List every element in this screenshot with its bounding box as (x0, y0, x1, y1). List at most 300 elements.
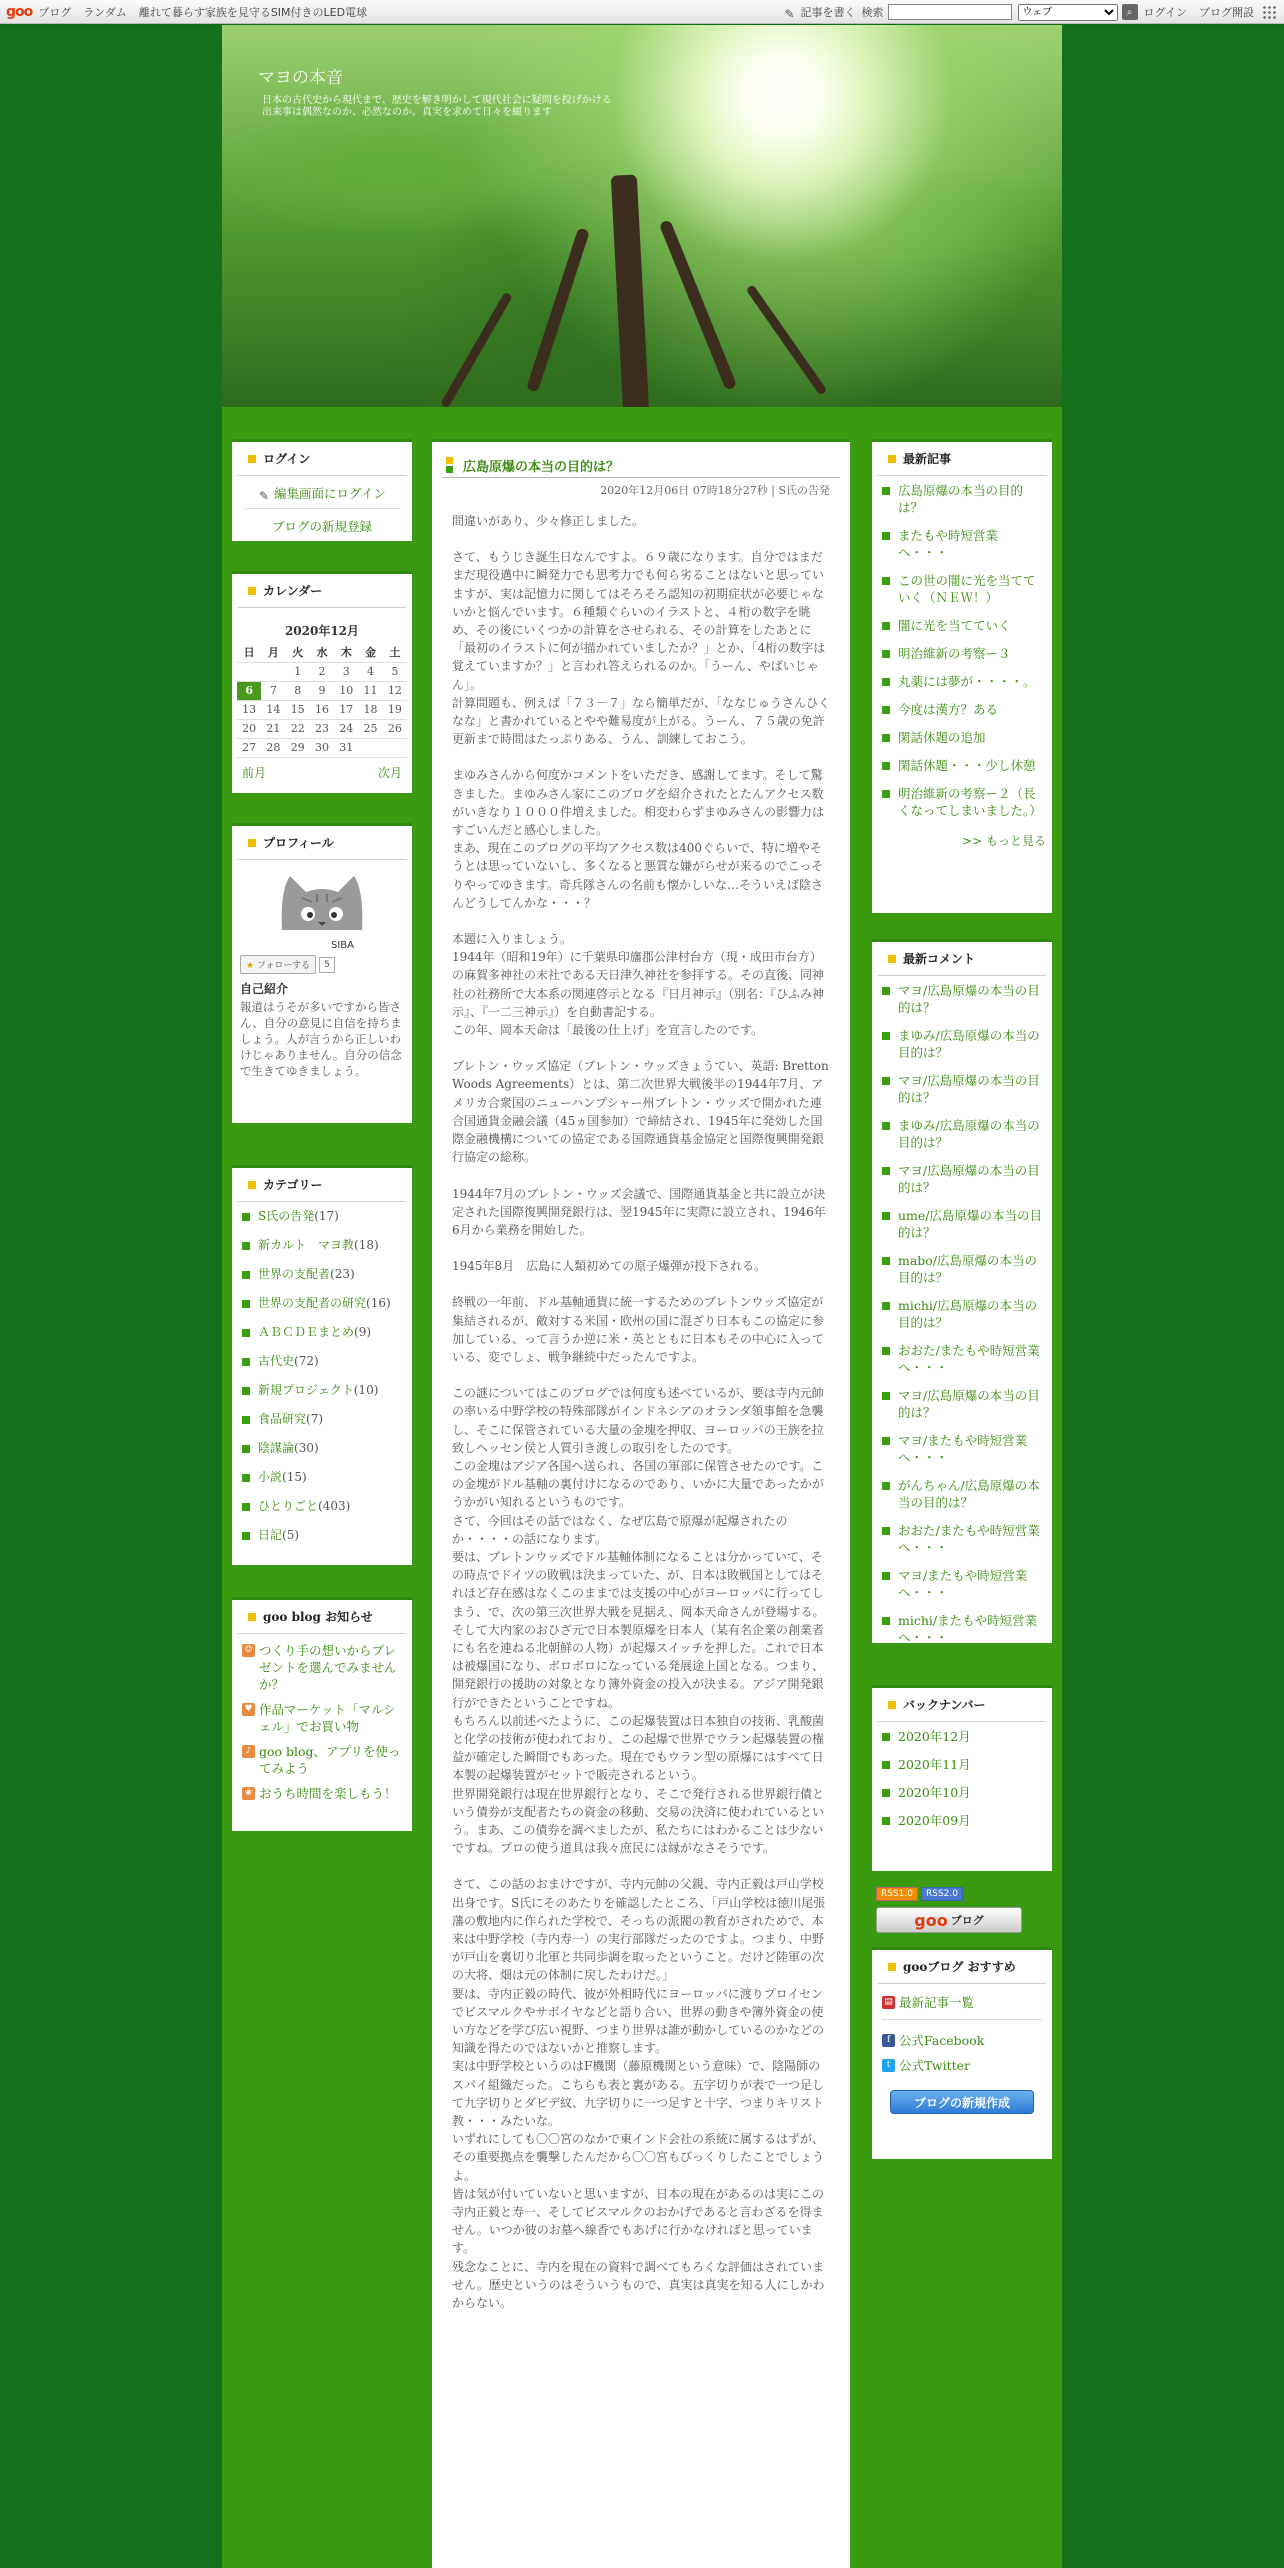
calendar-box-header: カレンダー (238, 574, 406, 608)
category-item[interactable] (242, 1324, 402, 1341)
bullet-square-icon (882, 1437, 890, 1445)
recent-post-item[interactable] (882, 729, 1042, 746)
entry-body (452, 512, 833, 2312)
login-edit-link[interactable]: ✎ 編集画面にログイン (244, 476, 400, 509)
entry-paragraph: さて、もうじき誕生日なんですよ。６９歳になります。自分ではまだまだ現役邁中に瞬発力でも思考力でも何ら劣ることはないと思っていますが、実は記憶力に関してはそろそろ認知の初期症状が必要じゃないかと悩んでいます。６種類ぐらいのイラストと、４桁の数字を眺め、その後にいくつかの計算をさせられる、その計算をしたあとに「最初のイラストに何が描かれていましたか？」とか、「4桁の数字は覚えていますか？」と言われ答えられるのか。「うーん、やばいじゃん」。 計算問題も、例えば「７３－７」なら簡単だが、「ななじゅうさんひくなな」と書かれているとやや難易度が上がる。うーん、７５歳の免許更新まで時間はたっぷりある、うん、訓練しておこう。 (452, 550, 831, 747)
bullet-square-icon (242, 1358, 250, 1366)
top-link-random[interactable]: ランダム (83, 5, 127, 19)
list-item-label: おおた/またもや時短営業へ・・・ (898, 1523, 1040, 1555)
category-count: (30) (294, 1441, 319, 1455)
category-count: (17) (314, 1209, 339, 1223)
recent-comment-item[interactable] (882, 1072, 1042, 1106)
goo-news-list (232, 1634, 412, 1802)
bullet-square-icon (882, 1733, 890, 1741)
category-count: (16) (366, 1296, 391, 1310)
bullet-square-icon (242, 1532, 250, 1540)
category-count: (10) (353, 1383, 379, 1397)
blog-header-image (222, 25, 1062, 407)
list-item-label: michi/またもや時短営業へ・・・ (898, 1613, 1038, 1645)
login-box-header: ログイン (238, 442, 406, 476)
bear-icon: ☺ (242, 1644, 255, 1657)
calendar-next-link[interactable]: 次月 (377, 765, 402, 780)
calendar-table (237, 616, 407, 758)
list-item-label: この世の闇に光を当てていく（ＮＥＷ！） (898, 573, 1036, 605)
bullet-square-icon (882, 1789, 890, 1797)
entry-meta: 2020年12月06日 07時18分27秒 | S氏の告発 (600, 484, 830, 497)
calendar-day (261, 662, 285, 681)
pen-icon: ✎ (784, 7, 795, 21)
list-item-label: おおた/またもや時短営業へ・・・ (898, 1343, 1040, 1375)
list-item-label: 丸薬には夢が・・・・。 (898, 674, 1036, 689)
bullet-square-icon (242, 1474, 250, 1482)
calendar-day: 7 (261, 681, 285, 700)
recent-post-item[interactable] (882, 785, 1042, 819)
calendar-day: 25 (358, 719, 382, 738)
music-note-icon: ♪ (242, 1745, 255, 1758)
list-item-label: 2020年09月 (898, 1813, 971, 1828)
entry-paragraph: 終戦の一年前、ドル基軸通貨に統一するためのブレトンウッズ協定が集結されるが、敵対する米国・欧州の国に混ざり日本もこの協定に参加している、って言うか逆に米・英とともに日本もその中心に入っている、変でしょ、戦争継続中だったんですよ。 (452, 1295, 825, 1364)
bullet-square-icon (242, 1445, 250, 1453)
calendar-week (237, 700, 407, 719)
recommend-header: gooブログ おすすめ (878, 1950, 1046, 1984)
goo-news-header: goo blog お知らせ (238, 1600, 406, 1634)
category-item[interactable] (242, 1411, 402, 1428)
top-link-ad[interactable]: 離れて暮らす家族を見守るSIM付きのLED電球 (138, 5, 368, 19)
entry-paragraph: 1944年7月のブレトン・ウッズ会議で、国際通貨基金と共に設立が決定された国際復興開発銀行は、翌1945年に実際に設立され、1946年6月から業務を開始した。 (452, 1186, 826, 1237)
bullet-square-icon (882, 1302, 890, 1310)
apps-grid-icon[interactable] (1262, 5, 1276, 19)
rss2-badge[interactable]: RSS2.0 (921, 1887, 963, 1901)
bullet-square-icon (248, 1181, 256, 1189)
more-link[interactable]: >> もっと見る (962, 834, 1046, 848)
bullet-square-icon (888, 455, 896, 463)
recent-comment-item[interactable] (882, 1522, 1042, 1556)
calendar-day: 16 (310, 700, 334, 719)
calendar-day: 17 (334, 700, 358, 719)
list-item-label: 今度は漢方？ある (898, 702, 999, 717)
search-input[interactable] (888, 4, 1012, 20)
goo-logo[interactable]: goo (6, 3, 33, 20)
new-blog-link[interactable]: ブログの新規登録 (271, 519, 372, 534)
calendar-day: 2 (310, 662, 334, 681)
goo-news-item-label: つくり手の想いからプレゼントを選んでみませんか？ (259, 1643, 397, 1692)
divider (882, 2019, 1042, 2020)
category-box (232, 1165, 412, 1565)
search-label: 検索 (861, 6, 884, 19)
bullet-square-icon (882, 790, 890, 798)
search-icon: ⌕ (1126, 6, 1133, 18)
bullet-square-icon (882, 1167, 890, 1175)
entry-paragraph: 間違いがあり、少々修正しました。 (452, 514, 645, 528)
backnumber-item[interactable] (882, 1728, 1042, 1745)
list-item-label: マヨ/広島原爆の本当の目的は？ (898, 1073, 1040, 1105)
category-count: (23) (330, 1267, 355, 1281)
goo-news-box (232, 1597, 412, 1831)
list-item-label: がんちゃん/広島原爆の本当の目的は？ (898, 1478, 1040, 1510)
calendar-nav (232, 758, 412, 781)
bullet-square-icon (248, 587, 256, 595)
calendar-weekday: 水 (310, 643, 334, 662)
category-count: (403) (318, 1499, 351, 1513)
list-item-label: まゆみ/広島原爆の本当の目的は？ (898, 1118, 1040, 1150)
calendar-day: 26 (383, 719, 407, 738)
recent-posts-header: 最新記事 (878, 442, 1046, 476)
bullet-square-icon (242, 1300, 250, 1308)
open-blog-link[interactable]: ブログ開設 (1199, 6, 1254, 19)
entry-paragraph: 1945年8月 広島に人類初めての原子爆弾が投下される。 (452, 1259, 767, 1274)
calendar-day: 31 (334, 738, 358, 757)
blog-entry (432, 439, 850, 2568)
calendar-weekday: 月 (261, 643, 285, 662)
recommend-facebook-link[interactable]: f 公式Facebook (882, 2032, 1042, 2049)
calendar-box (232, 571, 412, 793)
entry-paragraph: 本題に入りましょう。 1944年（昭和19年）に千葉県印旛郡公津村台方（現・成田市台方）の麻賀多神社の末社である天日津久神社を参拝する。その直後、同神社の社務所で大本系の関連啓示となる『日月神示』（別名：『ひふみ神示』、『一二三神示』）を自動書記する。 この年、岡本天命は「最後の仕上げ」を宣言したのです。 (452, 932, 825, 1038)
calendar-day: 9 (310, 681, 334, 700)
title-square-icon (446, 457, 453, 475)
bullet-square-icon (242, 1242, 250, 1250)
bullet-square-icon (882, 650, 890, 658)
recent-post-item[interactable] (882, 527, 1042, 561)
top-right-tools (785, 0, 1284, 24)
search-button[interactable] (1122, 4, 1138, 20)
recent-comment-item[interactable] (882, 1297, 1042, 1331)
bullet-square-icon (882, 734, 890, 742)
bullet-square-icon (248, 1613, 256, 1621)
login-box (232, 439, 412, 541)
calendar-day: 18 (358, 700, 382, 719)
calendar-day: 8 (286, 681, 310, 700)
backnumber-box (872, 1685, 1052, 1871)
profile-name: SIBA (331, 940, 354, 951)
calendar-weekday: 土 (383, 643, 407, 662)
twitter-icon: t (882, 2059, 895, 2072)
recent-comment-item[interactable] (882, 1117, 1042, 1151)
blog-title[interactable]: マヨの本音 (258, 68, 343, 88)
category-item[interactable] (242, 1237, 402, 1254)
list-item-label: マヨ/またもや時短営業へ・・・ (898, 1433, 1028, 1465)
intro-text: 報道はうそが多いですから皆さん、自分の意見に自信を持ちましょう。人が言うから正しいわけじゃありません。自分の信念で生きてゆきましょう。 (240, 1000, 402, 1078)
cat-avatar-icon (272, 870, 372, 940)
calendar-day: 30 (310, 738, 334, 757)
bullet-square-icon (882, 1347, 890, 1355)
calendar-day (383, 738, 407, 757)
bullet-square-icon (882, 987, 890, 995)
calendar-day (358, 738, 382, 757)
list-item-label: まゆみ/広島原爆の本当の目的は？ (898, 1028, 1040, 1060)
search-scope-select[interactable] (1018, 4, 1118, 21)
heart-icon: ♥ (242, 1703, 255, 1716)
calendar-day: 24 (334, 719, 358, 738)
category-name: 世界の支配者 (258, 1267, 331, 1281)
goo-news-item[interactable] (242, 1743, 402, 1777)
recent-post-item[interactable] (882, 757, 1042, 774)
rss-badges (876, 1887, 963, 1901)
calendar-day[interactable]: 6 (237, 681, 261, 700)
category-count: (18) (354, 1238, 379, 1252)
recent-posts-list (872, 476, 1052, 834)
recent-post-item[interactable] (882, 673, 1042, 690)
category-item[interactable] (242, 1208, 402, 1225)
calendar-week (237, 662, 407, 681)
recent-comment-item[interactable] (882, 1207, 1042, 1241)
bullet-square-icon (242, 1329, 250, 1337)
recent-comment-item[interactable] (882, 1612, 1042, 1646)
entry-paragraph: さて、この話のおまけですが、寺内元帥の父親、寺内正毅は戸山学校出身です。S氏にそのあたりを確認したところ、「戸山学校は徳川尾張藩の敷地内に作られた学校で、そっちの派閥の教育がされためで、本来は中野学校（寺内寿一）の実行部隊だったのですよ。つまり、中野が戸山を裏切り北軍と共同歩調を取ったということ。だけど陸軍の次の大将、畑は元の体制に戻したわけだ。」 要は、寺内正毅の時代、彼が外相時代にヨーロッパに渡りプロイセンでビスマルクやサボイヤなどと語り合い、世界の動きや簿外資金の使い方などを学び広い視野、つまり世界は誰が動かしているのかなどの知識を得たのではないかと推察します。 実は中野学校というのはF機関（藤原機関という意味）で、陰陽師のスパイ組織だった。こちらも表と裏がある。五字切りが表で一つ足して九字切りとダビデ紋、九字切りに一つ足すと十字、つまりキリスト教・・・みたいな。 いずれにしても〇〇宮のなかで東インド会社の系統に属するはずが、その重要拠点を襲撃したんだから〇〇宮もびっくりしたことでしょうよ。 皆は気が付いていないと思いますが、日本の現在があるのは実にこの寺内正毅と寿一、そしてビスマルクのおかげであると言わざるを得ません。いつか彼のお墓へ線香でもあげに行かなければと思っています。 残念なことに、寺内を現在の資料で調べてもろくな評価はされていません。歴史というのはそういうもので、真実は真実を知る人にしかわからない。 (452, 1877, 826, 2311)
calendar-day: 20 (237, 719, 261, 738)
calendar-weekday: 木 (334, 643, 358, 662)
category-count: (5) (282, 1528, 300, 1542)
recommend-list (872, 1984, 1052, 2114)
category-count: (15) (282, 1470, 307, 1484)
entry-paragraph: この謎についてはこのブログでは何度も述べているが、要は寺内元帥の率いる中野学校の特殊部隊がインドネシアのオランダ領事館を急襲し、そこに保管されている大量の金塊を押収、ヨーロッパの王族を拉致しヘッセン侯と人質引き渡しの取引をしたのです。 この金塊はアジア各国へ送られ、各国の軍部に保管させたのです。この金塊がドル基軸の裏付けになるのであり、いかに大量であったかがうかがい知れるというものです。 さて、今回はその話ではなく、なぜ広島で原爆が起爆されたのか・・・・の話になります。 要は、ブレトンウッズでドル基軸体制になることは分かっていて、その時点でドイツの敗戦は決まっていた、が、日本は敗戦国としてはそれほど存在感はなくこのままでは支援の中心がヨーロッパに行ってしまう、で、次の第三次世界大戦を見据え、岡本天命さんが登場する。そして大内家のおひざ元で日本製原爆を日本人（某有名企業の創業者にも名を連ねる北朝鮮の人物）が起爆スイッチを押した。これで日本は被爆国になり、ボロボロになっている発展途上国となる。つまり、開発銀行の援助の対象となり簿外資金の投入が決まる。アジア開発銀行ができたということですね。 もちろん以前述べたように、この起爆装置は日本独自の技術、乳酸菌と化学の技術が使われており、この起爆で世界でウラン起爆装置の権益が確定した瞬間でもあった。現在でもウラン型の原爆にはすべて日本製の起爆装置がセットで販売されるという。 世界開発銀行は現在世界銀行となり、そこで発行される世界銀行債という債券が支配者たちの資金の移動、交易の決済に使われているという。まあ、この債券を調べましたが、私たちにはわかることは少ないですね。プロの使う道具は我々庶民には縁がなさそうです。 (452, 1386, 825, 1856)
write-link[interactable]: ✎ 記事を書く (784, 6, 856, 21)
bullet-square-icon (882, 622, 890, 630)
avatar[interactable] (232, 860, 412, 951)
list-item-label: mabo/広島原爆の本当の目的は？ (898, 1253, 1038, 1285)
calendar-day: 14 (261, 700, 285, 719)
bullet-square-icon (882, 487, 890, 495)
goo-news-item[interactable] (242, 1701, 402, 1735)
calendar-day: 11 (358, 681, 382, 700)
recent-comment-item[interactable] (882, 1567, 1042, 1601)
category-box-header: カテゴリー (238, 1168, 406, 1202)
goo-news-item-label: 作品マーケット「マルシェル」でお買い物 (259, 1702, 396, 1734)
list-item-label: 閑話休題の追加 (898, 730, 986, 745)
tree-branch (440, 291, 513, 407)
entry-paragraph: ブレトン・ウッズ協定（ブレトン・ウッズきょうてい、英語: Bretton Woods Agreements）とは、第二次世界大戦後半の1944年7月、アメリカ合衆国のニューハンプシャー州ブレトン・ウッズで開かれた連合国通貨金融会議（45ヵ国参加）で締結され、1945年に発効した国際金融機構についての協定である国際通貨基金協定と国際復興開発銀行協定の総称。 (452, 1059, 833, 1165)
bullet-square-icon (242, 1503, 250, 1511)
backnumber-header: バックナンバー (878, 1688, 1046, 1722)
recent-comment-item[interactable] (882, 1342, 1042, 1376)
bullet-square-icon (882, 1527, 890, 1535)
calendar-day: 22 (286, 719, 310, 738)
category-count: (9) (354, 1325, 372, 1339)
goo-news-item[interactable] (242, 1785, 402, 1802)
follow-button[interactable]: ★ フォローする (240, 955, 316, 974)
bullet-square-icon (882, 678, 890, 686)
bullet-square-icon (888, 955, 896, 963)
goo-news-item[interactable] (242, 1642, 402, 1693)
category-item[interactable] (242, 1440, 402, 1457)
category-name: 陰謀論 (258, 1441, 295, 1455)
recommend-latest-link[interactable]: ▤ 最新記事一覧 (882, 1994, 1042, 2011)
calendar-prev-link[interactable]: 前月 (242, 765, 267, 780)
recent-comments-list (872, 976, 1052, 1661)
top-link-blog[interactable]: ブログ (38, 5, 72, 19)
backnumber-list (872, 1722, 1052, 1844)
follow-widget (240, 955, 412, 974)
calendar-day: 21 (261, 719, 285, 738)
calendar-day: 19 (383, 700, 407, 719)
recent-comments-header: 最新コメント (878, 942, 1046, 976)
recent-comment-item[interactable] (882, 1387, 1042, 1421)
category-item[interactable] (242, 1266, 402, 1283)
bullet-square-icon (888, 1963, 896, 1971)
bullet-square-icon (888, 1701, 896, 1709)
tree-trunk (611, 174, 650, 407)
calendar-month: 2020年12月 (284, 624, 360, 638)
category-count: (72) (294, 1354, 319, 1368)
recent-post-item[interactable] (882, 572, 1042, 606)
calendar-weekday: 日 (237, 643, 261, 662)
bullet-square-icon (882, 532, 890, 540)
category-item[interactable] (242, 1353, 402, 1370)
bullet-square-icon (882, 1761, 890, 1769)
category-count: (7) (306, 1412, 324, 1426)
left-background (0, 25, 222, 2568)
bullet-square-icon (882, 762, 890, 770)
recommend-box (872, 1947, 1052, 2159)
blog-description: 日本の古代史から現代まで、歴史を解き明かして現代社会に疑問を投げかける 出来事は偶然なのか、必然なのか。真実を求めて日々を綴ります (262, 95, 612, 118)
recent-comment-item[interactable] (882, 1252, 1042, 1286)
calendar-day: 29 (286, 738, 310, 757)
profile-box-header: プロフィール (238, 826, 406, 860)
category-item[interactable] (242, 1295, 402, 1312)
bullet-square-icon (248, 839, 256, 847)
calendar-week (237, 719, 407, 738)
entry-paragraph: まゆみさんから何度かコメントをいただき、感謝してます。そして驚きました。まゆみさん家にこのブログを紹介されたとたんアクセス数がいきなり１０００件増えました。相変わらずまゆみさんの影響力はすごいんだと感心しました。 まあ、現在このブログの平均アクセス数は400ぐらいで、特に増やそうとは思っていないし、多くなると悪質な嫌がらせが来るのでこっそりやってゆきます。奇兵隊さんの名前も懐かしいな…そういえば陰さんどうしてんかな・・・？ (452, 768, 825, 910)
bullet-square-icon (882, 1122, 890, 1130)
recent-comment-item[interactable] (882, 1477, 1042, 1511)
category-item[interactable] (242, 1469, 402, 1486)
bullet-square-icon (882, 577, 890, 585)
tree-branch (526, 227, 590, 392)
backnumber-item[interactable] (882, 1784, 1042, 1801)
profile-box (232, 823, 412, 1123)
list-item-label: マヨ/広島原爆の本当の目的は？ (898, 1163, 1040, 1195)
calendar-day (237, 662, 261, 681)
category-name: 古代史 (258, 1354, 295, 1368)
login-link[interactable]: ログイン (1143, 6, 1187, 19)
list-item-label: 明治維新の考察ー２（長くなってしまいました。） (898, 786, 1042, 818)
bullet-square-icon (242, 1271, 250, 1279)
list-item-label: michi/広島原爆の本当の目的は？ (898, 1298, 1038, 1330)
bullet-square-icon (242, 1213, 250, 1221)
calendar-weekday: 金 (358, 643, 382, 662)
list-item-label: 明治維新の考察ー３ (898, 646, 1011, 661)
entry-title-bar (442, 456, 840, 478)
bullet-square-icon (882, 1257, 890, 1265)
backnumber-item[interactable] (882, 1812, 1042, 1829)
rss1-badge[interactable]: RSS1.0 (876, 1887, 918, 1901)
calendar-week (237, 738, 407, 757)
news-icon: ▤ (882, 1996, 895, 2009)
recent-post-item[interactable] (882, 645, 1042, 662)
recent-post-item[interactable] (882, 482, 1042, 516)
list-item-label: 闇に光を当てていく (898, 618, 1011, 633)
category-name: 食品研究 (258, 1412, 307, 1426)
calendar-day: 4 (358, 662, 382, 681)
list-item-label: 2020年12月 (898, 1729, 971, 1744)
bullet-square-icon (242, 1387, 250, 1395)
bullet-square-icon (882, 1817, 890, 1825)
bullet-square-icon (882, 1392, 890, 1400)
calendar-day: 13 (237, 700, 261, 719)
calendar-day: 27 (237, 738, 261, 757)
calendar-day: 1 (286, 662, 310, 681)
facebook-icon: f (882, 2034, 895, 2047)
top-toolbar (0, 0, 1284, 24)
bullet-square-icon (248, 455, 256, 463)
create-blog-button[interactable]: ブログの新規作成 (890, 2090, 1034, 2114)
recent-comment-item[interactable] (882, 1027, 1042, 1061)
category-name: 新規プロジェクト (258, 1383, 354, 1397)
category-name: 新カルト マヨ教 (258, 1238, 355, 1252)
category-name: ひとりごと (258, 1499, 319, 1513)
category-name: S氏の告発 (258, 1209, 315, 1223)
entry-title[interactable]: 広島原爆の本当の目的は？ (463, 460, 620, 475)
category-name: ＡＢＣＤＥまとめ (258, 1325, 355, 1339)
calendar-day: 10 (334, 681, 358, 700)
recent-post-item[interactable] (882, 701, 1042, 718)
calendar-day: 12 (383, 681, 407, 700)
list-item-label: マヨ/またもや時短営業へ・・・ (898, 1568, 1028, 1600)
category-list (232, 1202, 412, 1560)
calendar-day: 15 (286, 700, 310, 719)
bullet-square-icon (882, 1572, 890, 1580)
recent-posts-box (872, 439, 1052, 913)
bullet-square-icon (242, 1416, 250, 1424)
bullet-square-icon (882, 1212, 890, 1220)
recent-post-item[interactable] (882, 617, 1042, 634)
calendar-day: 3 (334, 662, 358, 681)
recommend-twitter-link[interactable]: t 公式Twitter (882, 2057, 1042, 2074)
goo-news-item-label: おうち時間を楽しもう！ (259, 1786, 397, 1801)
backnumber-item[interactable] (882, 1756, 1042, 1773)
goo-badge-logo: goo (914, 1910, 948, 1930)
list-item-label: マヨ/広島原爆の本当の目的は？ (898, 1388, 1040, 1420)
category-item[interactable] (242, 1498, 402, 1515)
calendar-week (237, 681, 407, 700)
right-background (1062, 25, 1284, 2568)
flower-icon: ❀ (242, 1787, 255, 1800)
recent-comments-box (872, 939, 1052, 1643)
category-name: 日記 (258, 1528, 283, 1542)
list-item-label: 閑話休題・・・少し休憩 (898, 758, 1036, 773)
bullet-square-icon (882, 1617, 890, 1625)
list-item-label: ume/広島原爆の本当の目的は？ (898, 1208, 1043, 1240)
calendar-day: 5 (383, 662, 407, 681)
follow-count: 5 (319, 957, 335, 973)
list-item-label: 2020年10月 (898, 1785, 971, 1800)
calendar-day: 28 (261, 738, 285, 757)
list-item-label: マヨ/広島原爆の本当の目的は？ (898, 983, 1040, 1015)
recent-comment-item[interactable] (882, 982, 1042, 1016)
category-name: 世界の支配者の研究 (258, 1296, 367, 1310)
bullet-square-icon (882, 706, 890, 714)
recent-comment-item[interactable] (882, 1162, 1042, 1196)
bullet-square-icon (882, 1482, 890, 1490)
bullet-square-icon (882, 1077, 890, 1085)
star-icon: ★ (246, 961, 255, 971)
calendar-day: 23 (310, 719, 334, 738)
goo-blog-badge[interactable]: goo ブログ (876, 1907, 1022, 1933)
tree-branch (746, 284, 828, 396)
category-item[interactable] (242, 1527, 402, 1544)
list-item-label: 広島原爆の本当の目的は？ (898, 483, 1024, 515)
pen-icon: ✎ (259, 488, 270, 503)
goo-news-item-label: goo blog、アプリを使ってみよう (259, 1744, 401, 1776)
tree-branch (659, 219, 738, 390)
bullet-square-icon (882, 1032, 890, 1040)
list-item-label: またもや時短営業へ・・・ (898, 528, 999, 560)
list-item-label: 2020年11月 (898, 1757, 971, 1772)
calendar-weekday: 火 (286, 643, 310, 662)
intro-title: 自己紹介 (240, 982, 289, 996)
recent-comment-item[interactable] (882, 1432, 1042, 1466)
category-name: 小説 (258, 1470, 283, 1484)
category-item[interactable] (242, 1382, 402, 1399)
